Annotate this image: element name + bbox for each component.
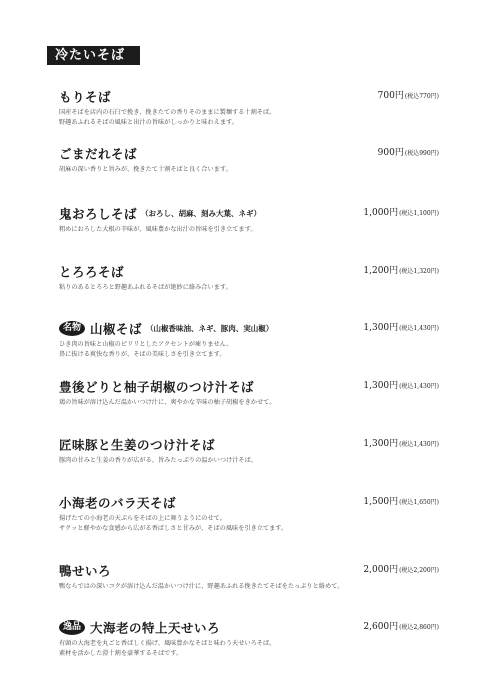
- item-description: [59, 514, 439, 534]
- price-value: 2,000円: [363, 565, 399, 575]
- item-price: [363, 562, 439, 575]
- item-title-row: [59, 617, 439, 635]
- description-line: 胡麻の深い香りと旨みが、挽きたて十割そばと良く合います。: [59, 166, 232, 173]
- item-price: [363, 436, 439, 449]
- item-name: 豊後どりと柚子胡椒のつけ汁そば: [59, 379, 255, 395]
- menu-item: [59, 261, 439, 293]
- price-value: 700円: [377, 91, 404, 101]
- price-tax: (税込1,430円): [399, 441, 439, 448]
- item-description: [59, 165, 439, 175]
- item-name: ごまだれそば: [59, 146, 138, 162]
- item-title-row: [59, 560, 439, 578]
- price-value: 1,500円: [363, 497, 399, 507]
- menu-item: [59, 560, 439, 592]
- item-subtitle: （山椒香味油、ネギ、豚肉、実山椒）: [146, 324, 274, 333]
- description-line: 素材を活かした澄十割を豪華するそばです。: [59, 650, 183, 657]
- description-line: 豚肉の甘みと生姜の香りが広がる、旨みたっぷりの温かいつけ汁そば。: [59, 457, 257, 464]
- item-price: [363, 378, 439, 391]
- description-line: 粗めにおろした大根の辛味が、風味豊かな出汁の旨味を引き立てます。: [59, 226, 257, 233]
- item-description: [59, 582, 439, 592]
- item-price: [378, 88, 439, 101]
- description-line: ひき肉の旨味と山椒のピリリとしたアクセントが痺りません。: [59, 341, 233, 348]
- item-badge: 名物: [59, 321, 85, 336]
- price-tax: (税込1,100円): [399, 210, 439, 217]
- menu-item: [59, 318, 439, 360]
- item-description: [59, 225, 439, 235]
- price-tax: (税込990円): [404, 150, 439, 157]
- price-value: 1,300円: [363, 439, 399, 449]
- item-name: 鬼おろしそば: [59, 206, 138, 222]
- description-line: 野趣あふれるそばの風味と出汁の旨味がしっかりと味わえます。: [59, 119, 238, 126]
- item-name: 匠味豚と生姜のつけ汁そば: [59, 437, 216, 453]
- item-title-row: [59, 203, 439, 221]
- item-name: 小海老のバラ天そば: [59, 495, 177, 511]
- item-description: [59, 340, 439, 360]
- item-subtitle: （おろし、胡麻、刻み大葉、ネギ）: [141, 209, 262, 218]
- section-header: 冷たいそば: [47, 46, 140, 65]
- price-value: 1,300円: [363, 381, 399, 391]
- description-line: 粘りのあるとろろと野趣あふれるそばが絶妙に絡み合います。: [59, 284, 232, 291]
- item-price: [363, 320, 439, 333]
- description-line: 国産そばを店内の石臼で挽き、挽きたての香りそのままに製麺する十割そば。: [59, 109, 276, 116]
- item-name: 山椒そば: [90, 321, 143, 337]
- item-title-row: [59, 318, 439, 336]
- item-description: [59, 639, 439, 659]
- item-name: 大海老の特上天せいろ: [90, 620, 221, 636]
- item-title-row: [59, 86, 439, 104]
- description-line: サクッと軽やかな食感から広がる香ばしさと甘みが、そばの風味を引き立てます。: [59, 525, 288, 532]
- item-name: 鴨せいろ: [59, 563, 112, 579]
- item-price: [363, 263, 439, 276]
- item-price: [363, 205, 439, 218]
- description-line: 有頭の大海老を丸ごと香ばしく揚げ、風味豊かなそばと味わう天せいろそば。: [59, 640, 276, 647]
- item-description: [59, 283, 439, 293]
- price-tax: (税込2,860円): [399, 624, 439, 631]
- menu-item: [59, 86, 439, 128]
- description-line: 鴨ならではの深いコクが溶け込んだ温かいつけ汁に、野趣あふれる挽きたてそばをたっぷりと絡めて。: [59, 583, 344, 590]
- price-value: 1,300円: [363, 323, 399, 333]
- menu-item: [59, 434, 439, 466]
- description-line: 揚げたての小海老の天ぷらをそばの上に舞うようにのせて。: [59, 515, 226, 522]
- item-price: [378, 145, 439, 158]
- menu-item: [59, 617, 439, 659]
- price-tax: (税込1,430円): [399, 325, 439, 332]
- item-price: [363, 494, 439, 507]
- price-tax: (税込2,200円): [399, 567, 439, 574]
- item-title-row: [59, 434, 439, 452]
- menu-item: [59, 143, 439, 175]
- item-badge: 逸品: [59, 620, 85, 635]
- price-value: 900円: [377, 148, 404, 158]
- item-name: とろろそば: [59, 264, 125, 280]
- menu-item: [59, 203, 439, 235]
- description-line: 鼻に抜ける爽快な香りが、そばの美味しさを引き立てます。: [59, 351, 226, 358]
- price-value: 1,200円: [363, 266, 399, 276]
- item-price: [363, 619, 439, 632]
- item-name: もりそば: [59, 89, 112, 105]
- price-tax: (税込1,650円): [399, 499, 439, 506]
- item-title-row: [59, 261, 439, 279]
- item-description: [59, 456, 439, 466]
- menu-item: [59, 492, 439, 534]
- menu-item: [59, 376, 439, 408]
- item-description: [59, 398, 439, 408]
- price-value: 1,000円: [363, 208, 399, 218]
- price-tax: (税込1,320円): [399, 268, 439, 275]
- item-description: [59, 108, 439, 128]
- item-title-row: [59, 376, 439, 394]
- description-line: 鶏の旨味が溶け込んだ温かいつけ汁に、爽やかな辛味の柚子胡椒をきかせて。: [59, 399, 276, 406]
- price-tax: (税込770円): [404, 93, 439, 100]
- price-value: 2,600円: [363, 622, 399, 632]
- item-title-row: [59, 492, 439, 510]
- price-tax: (税込1,430円): [399, 383, 439, 390]
- item-title-row: [59, 143, 439, 161]
